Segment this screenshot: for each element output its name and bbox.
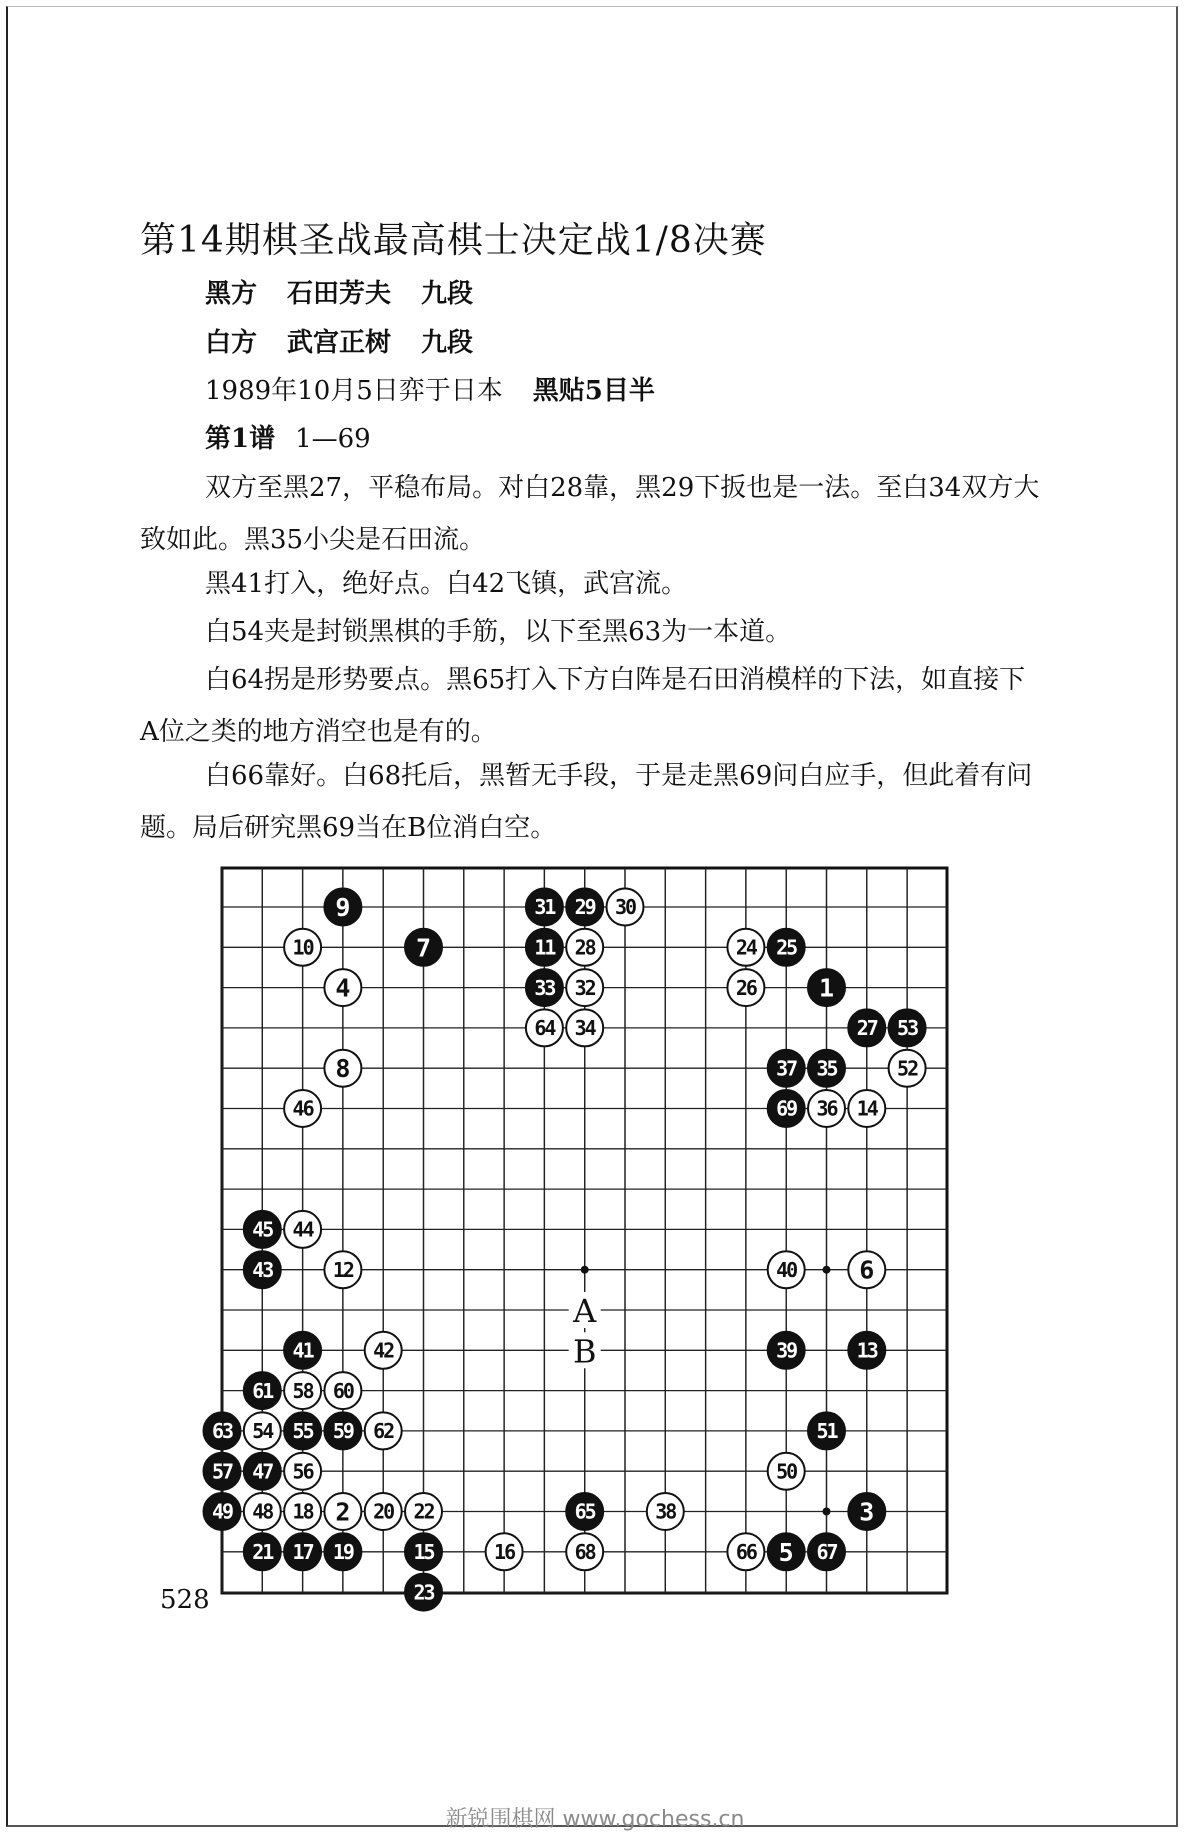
move-number: 19 [332,1540,353,1564]
move-number: 50 [776,1459,797,1484]
white-label: 白方 [205,328,258,358]
move-number: 51 [816,1419,837,1444]
star-point [581,1266,589,1274]
move-number: 66 [735,1540,756,1564]
move-number: 58 [292,1378,313,1403]
move-number: 29 [574,895,595,920]
move-number: 9 [335,893,351,922]
komi: 黑贴5目半 [532,376,655,406]
commentary-paragraph: 白64拐是形势要点。黑65打入下方白阵是石田消模样的下法，如直接下A位之类的地方消空也是有的。 [140,665,1026,747]
move-number: 15 [413,1540,434,1564]
board-mark-B: B [572,1332,597,1371]
star-point [823,1508,831,1516]
game-date: 1989年10月5日弈于日本 [205,376,503,406]
star-point [823,1266,831,1274]
move-number: 45 [252,1217,273,1242]
move-number: 54 [252,1419,273,1444]
move-number: 37 [776,1056,797,1081]
move-number: 64 [534,1016,555,1041]
move-number: 67 [816,1540,837,1564]
move-number: 65 [574,1499,595,1524]
watermark: 新锐围棋网 www.gochess.cn [445,1807,745,1832]
move-number: 53 [897,1016,918,1041]
move-number: 46 [292,1096,313,1121]
move-number: 10 [292,935,313,960]
page-number: 528 [160,1585,210,1615]
move-number: 39 [776,1338,797,1363]
move-number: 55 [292,1419,313,1444]
move-number: 48 [252,1499,273,1524]
move-number: 12 [332,1257,353,1282]
board-mark-A: A [573,1292,597,1330]
black-label: 黑方 [205,279,258,309]
moves-range: 1—69 [295,424,371,454]
move-number: 38 [655,1499,676,1524]
commentary-paragraph: 白54夹是封锁黑棋的手筋，以下至黑63为一本道。 [205,617,792,647]
move-number: 40 [776,1257,797,1282]
move-number: 2 [335,1497,351,1527]
move-number: 49 [211,1499,233,1524]
move-number: 23 [413,1580,434,1605]
move-number: 44 [292,1217,313,1242]
move-number: 57 [211,1459,233,1484]
move-number: 26 [735,975,756,1000]
page-title: 第14期棋圣战最高棋士决定战1/8决赛 [140,220,767,261]
move-number: 11 [534,935,555,960]
move-number: 14 [856,1096,877,1121]
move-number: 5 [778,1537,794,1567]
move-number: 17 [292,1540,313,1564]
move-number: 8 [335,1054,351,1084]
move-number: 7 [415,933,432,963]
move-number: 32 [574,975,595,1000]
commentary-paragraph: 双方至黑27，平稳布局。对白28靠，黑29下扳也是一法。至白34双方大致如此。黑35小尖是石田流。 [140,473,1040,555]
commentary-paragraph: 白66靠好。白68托后，黑暂无手段，于是走黑69问白应手，但此着有问题。局后研究黑69当在B位消白空。 [140,761,1033,843]
move-number: 52 [897,1056,918,1081]
move-number: 27 [856,1016,877,1041]
move-number: 35 [816,1056,837,1081]
move-number: 33 [534,975,555,1000]
move-number: 31 [534,895,555,920]
move-number: 24 [735,935,756,960]
move-number: 1 [818,973,835,1003]
record-label: 第1谱 [205,424,276,454]
move-number: 28 [574,935,595,960]
move-number: 68 [574,1540,595,1564]
move-number: 41 [292,1338,313,1363]
commentary-paragraph: 黑41打入，绝好点。白42飞镇，武宫流。 [205,569,688,599]
move-number: 16 [494,1540,515,1564]
move-number: 56 [292,1459,313,1484]
move-number: 42 [373,1338,394,1363]
move-number: 60 [332,1378,353,1403]
white-player-rank: 九段 [421,328,474,358]
move-number: 13 [856,1338,877,1363]
move-number: 47 [252,1459,273,1484]
move-number: 18 [292,1499,313,1524]
move-number: 69 [776,1096,797,1121]
black-player-name: 石田芳夫 [287,279,392,309]
move-number: 62 [373,1419,394,1444]
move-number: 59 [332,1419,353,1444]
move-number: 3 [859,1497,875,1527]
move-number: 22 [413,1499,434,1524]
move-number: 21 [252,1540,273,1564]
move-number: 61 [252,1378,273,1403]
move-number: 6 [859,1255,875,1285]
move-number: 30 [614,895,636,920]
black-player-rank: 九段 [421,279,474,309]
move-number: 36 [816,1096,837,1121]
white-player-name: 武宫正树 [287,328,392,358]
move-number: 63 [211,1419,233,1444]
move-number: 34 [574,1016,595,1041]
move-number: 4 [335,973,351,1003]
move-number: 20 [373,1499,394,1524]
move-number: 43 [252,1257,273,1282]
move-number: 25 [776,935,797,960]
